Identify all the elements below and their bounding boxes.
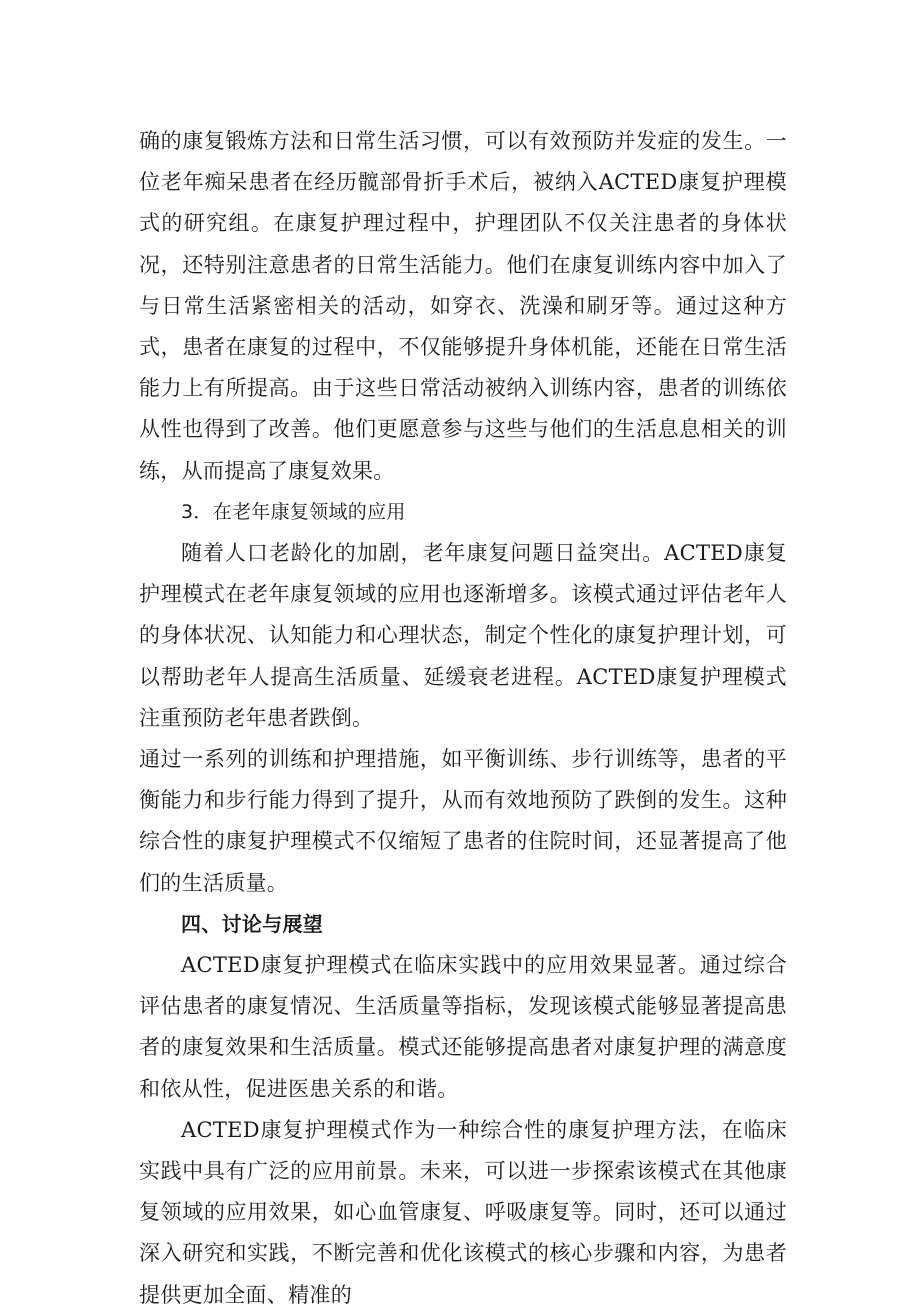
paragraph-elderly-rehab: 随着人口老龄化的加剧，老年康复问题日益突出。ACTED康复护理模式在老年康复领域的应用也逐渐增多。该模式通过评估老年人的身体状况、认知能力和心理状态，制定个性化的康复护理计划，可以帮助老年人提高生活质量、延缓衰老进程。ACTED康复护理模式注重预防老年患者跌倒。 (139, 541, 787, 730)
section-heading-discussion: 四、讨论与展望 (181, 911, 324, 936)
paragraph-fall-prevention: 通过一系列的训练和护理措施，如平衡训练、步行训练等，患者的平衡能力和步行能力得到了提升，从而有效地预防了跌倒的发生。这种综合性的康复护理模式不仅缩短了患者的住院时间，还显著提高了他们的生活质量。 (139, 747, 787, 895)
paragraph-outlook: ACTED康复护理模式作为一种综合性的康复护理方法，在临床实践中具有广泛的应用前景。未来，可以进一步探索该模式在其他康复领域的应用效果，如心血管康复、呼吸康复等。同时，还可以通过深入研究和实践，不断完善和优化该模式的核心步骤和内容，为患者提供更加全面、精准的 (139, 1117, 787, 1307)
paragraph-clinical-effect: ACTED康复护理模式在临床实践中的应用效果显著。通过综合评估患者的康复情况、生活质量等指标，发现该模式能够显著提高患者的康复效果和生活质量。模式还能够提高患者对康复护理的满意度和依从性，促进医患关系的和谐。 (139, 953, 787, 1101)
paragraph-continuation: 确的康复锻炼方法和日常生活习惯，可以有效预防并发症的发生。一位老年痴呆患者在经历髋部骨折手术后，被纳入ACTED康复护理模式的研究组。在康复护理过程中，护理团队不仅关注患者的身体状况，还特别注意患者的日常生活能力。他们在康复训练内容中加入了与日常生活紧密相关的活动，如穿衣、洗澡和刷牙等。通过这种方式，患者在康复的过程中，不仅能够提升身体机能，还能在日常生活能力上有所提高。由于这些日常活动被纳入训练内容，患者的训练依从性也得到了改善。他们更愿意参与这些与他们的生活息息相关的训练，从而提高了康复效果。 (139, 129, 787, 483)
section-subheading: 3．在老年康复领域的应用 (181, 500, 406, 523)
document-body (139, 121, 787, 1316)
